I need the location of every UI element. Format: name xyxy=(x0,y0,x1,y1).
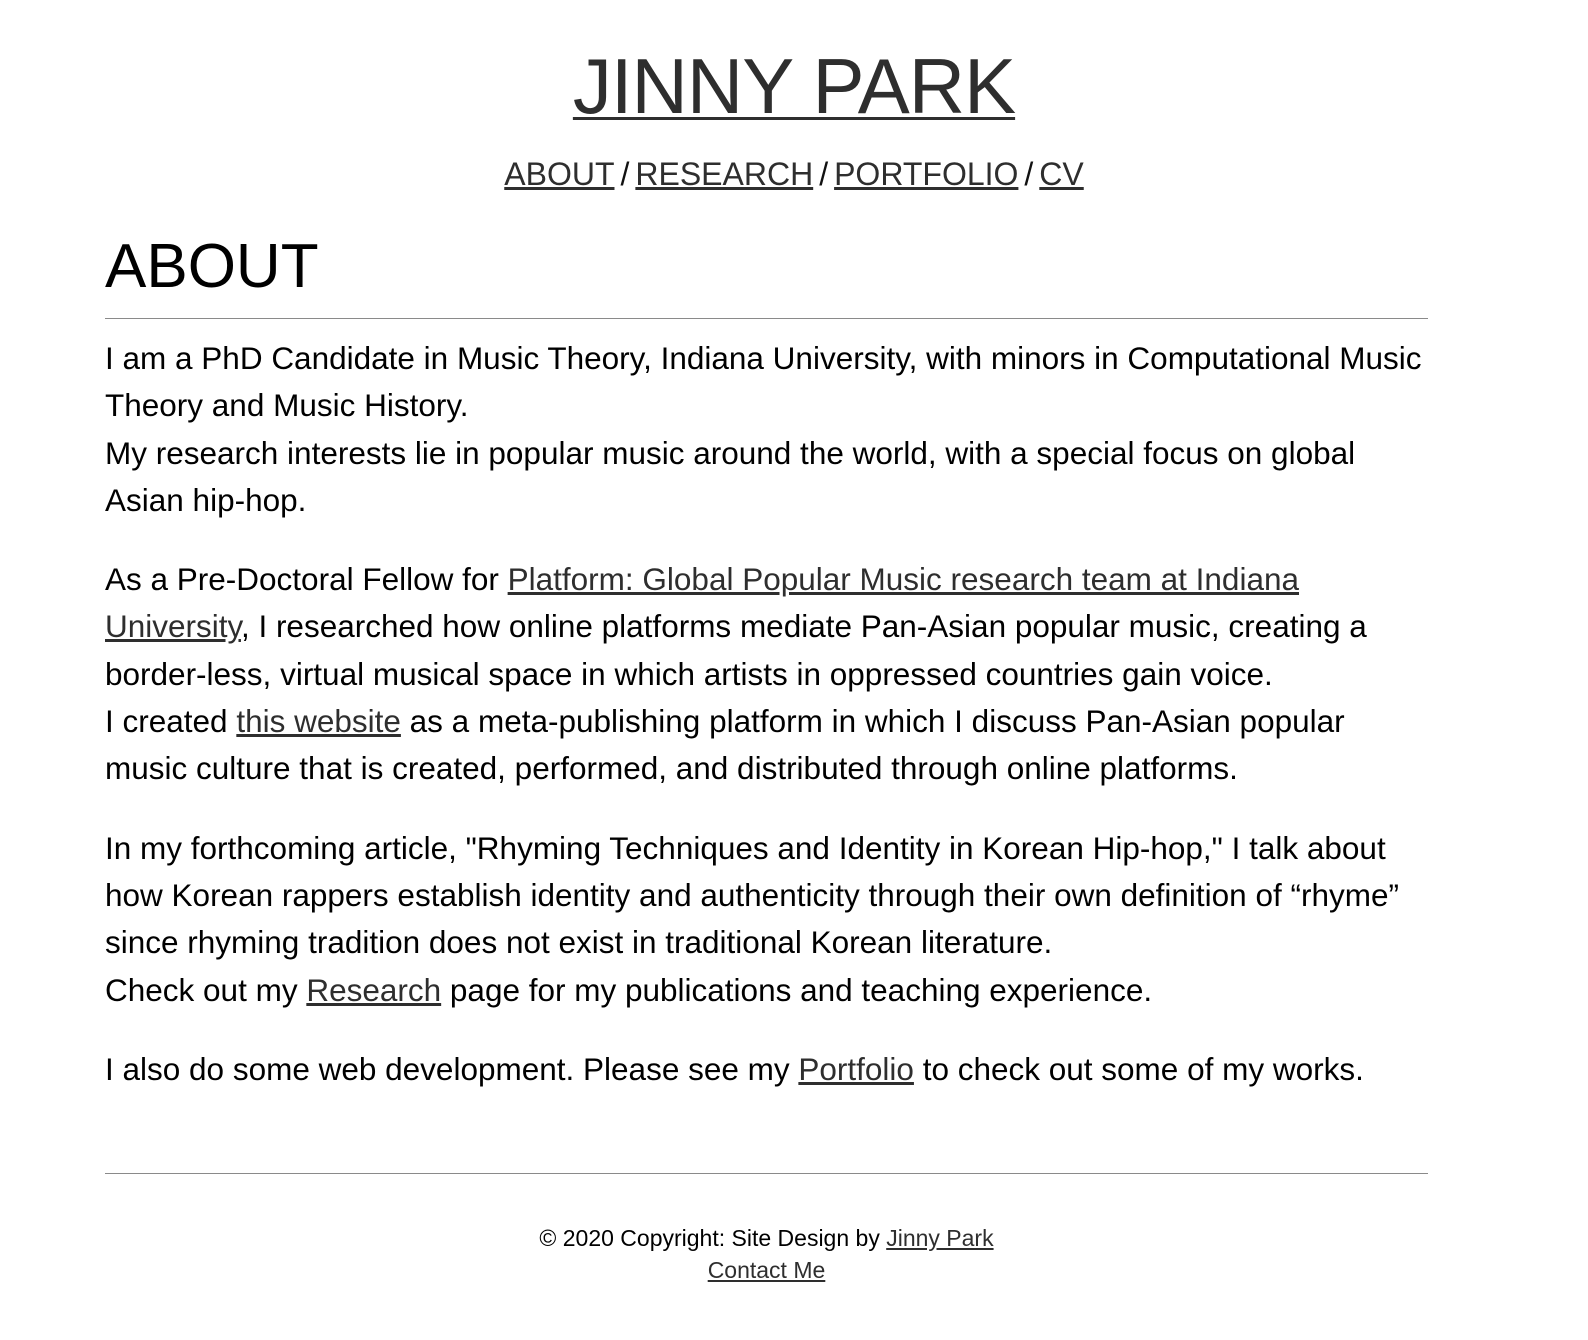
main-nav xyxy=(0,154,1588,194)
site-title-link[interactable]: JINNY PARK xyxy=(572,42,1016,130)
nav-cv[interactable]: CV xyxy=(1039,156,1084,192)
research-link[interactable]: Research xyxy=(306,971,442,1008)
nav-research[interactable]: RESEARCH xyxy=(635,156,814,192)
webdev-paragraph xyxy=(105,1046,1428,1093)
article-paragraph xyxy=(105,825,1428,1014)
contact-me-link[interactable]: Contact Me xyxy=(707,1257,826,1283)
about-section xyxy=(105,228,1428,1125)
this-website-link[interactable]: this website xyxy=(236,703,401,740)
fellowship-paragraph xyxy=(105,556,1428,792)
intro-paragraph xyxy=(105,335,1428,524)
intro-line-1: I am a PhD Candidate in Music Theory, Indiana University, with minors in Computational Music Theory and Music History. xyxy=(105,340,1422,424)
article-text: In my forthcoming article, "Rhyming Techniques and Identity in Korean Hip-hop," I talk about how Korean rappers establish identity and authenticity through their own definition of “rhyme” since rhyming tradition does not exist in traditional Korean literature. xyxy=(105,829,1399,961)
intro-line-2: My research interests lie in popular music around the world, with a special focus on global Asian hip-hop. xyxy=(105,434,1356,518)
nav-about[interactable]: ABOUT xyxy=(504,156,615,192)
fellowship-text-cont: , I researched how online platforms mediate Pan-Asian popular music, creating a border-less, virtual musical space in which artists in oppressed countries gain voice. xyxy=(105,608,1367,692)
website-text-cont: as a meta-publishing platform in which I discuss Pan-Asian popular music culture that is created, performed, and distributed through online platforms. xyxy=(105,703,1345,787)
copyright-line xyxy=(0,1222,1533,1254)
website-text: I created xyxy=(105,703,237,740)
fellowship-text: As a Pre-Doctoral Fellow for xyxy=(105,561,508,598)
research-text: Check out my xyxy=(105,971,307,1008)
copyright-text: © 2020 Copyright: Site Design by xyxy=(539,1225,887,1251)
site-header xyxy=(0,0,1588,194)
nav-separator: / xyxy=(1024,156,1034,192)
nav-portfolio[interactable]: PORTFOLIO xyxy=(834,156,1019,192)
webdev-text: I also do some web development. Please see my xyxy=(105,1050,799,1087)
top-divider xyxy=(105,318,1428,319)
nav-separator: / xyxy=(819,156,829,192)
site-footer xyxy=(0,1222,1533,1286)
bottom-divider xyxy=(105,1173,1428,1174)
page-title: ABOUT xyxy=(105,232,319,301)
portfolio-link[interactable]: Portfolio xyxy=(798,1050,914,1087)
nav-separator: / xyxy=(620,156,630,192)
research-text-cont: page for my publications and teaching experience. xyxy=(441,971,1153,1008)
author-link[interactable]: Jinny Park xyxy=(886,1225,994,1251)
webdev-text-cont: to check out some of my works. xyxy=(913,1050,1364,1087)
platform-research-team-link[interactable]: Platform: Global Popular Music research team at Indiana University xyxy=(105,561,1300,645)
